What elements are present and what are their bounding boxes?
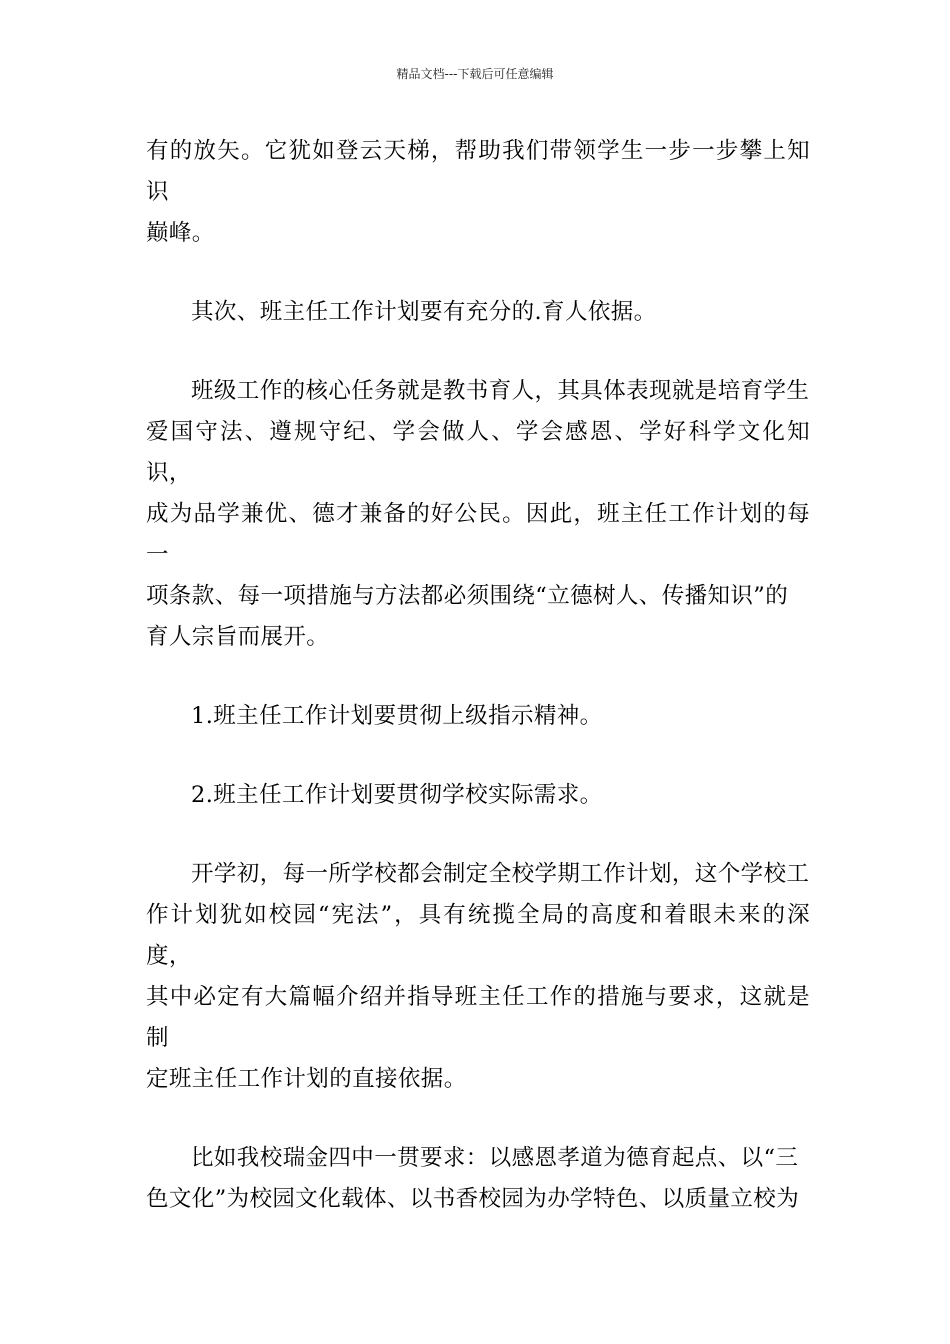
page-header: 精品文档---下载后可任意编辑 [396,67,554,81]
text-line: 项条款、每一项措施与方法都必须围绕“立德树人、传播知识”的 [146,583,789,609]
text-line: 其中必定有大篇幅介绍并指导班主任工作的措施与要求，这就是制 [146,984,810,1051]
text-line: 爱国守法、遵规守纪、学会做人、学会感恩、学好科学文化知识， [146,419,810,486]
text-line: 育人宗旨而展开。 [146,624,330,650]
text-line: 色文化”为校园文化载体、以书香校园为办学特色、以质量立校为 [146,1186,800,1212]
text-line: 2.班主任工作计划要贯彻学校实际需求。 [191,782,603,808]
text-line: 巅峰。 [146,220,215,246]
paragraph-3 [146,371,810,658]
text-line: 开学初，每一所学校都会制定全校学期工作计划，这个学校工 [191,861,810,887]
text-line: 作计划犹如校园“宪法”，具有统揽全局的高度和着眼未来的深度， [146,902,810,969]
text-line: 1.班主任工作计划要贯彻上级指示精神。 [191,703,603,729]
text-line: 有的放矢。它犹如登云天梯，帮助我们带领学生一步一步攀上知识 [146,138,810,205]
text-line: 成为品学兼优、德才兼备的好公民。因此，班主任工作计划的每一 [146,501,810,568]
paragraph-1 [146,131,810,254]
text-line: 比如我校瑞金四中一贯要求：以感恩孝道为德育起点、以“三 [191,1145,799,1171]
paragraph-2 [146,292,810,333]
paragraph-7 [146,1138,810,1220]
text-line: 其次、班主任工作计划要有充分的.育人依据。 [191,299,657,325]
paragraph-6 [146,854,810,1100]
text-line: 班级工作的核心任务就是教书育人，其具体表现就是培育学生 [191,378,810,404]
paragraph-4 [146,696,810,737]
paragraph-5 [146,775,810,816]
document-body [146,131,810,1258]
text-line: 定班主任工作计划的直接依据。 [146,1066,467,1092]
